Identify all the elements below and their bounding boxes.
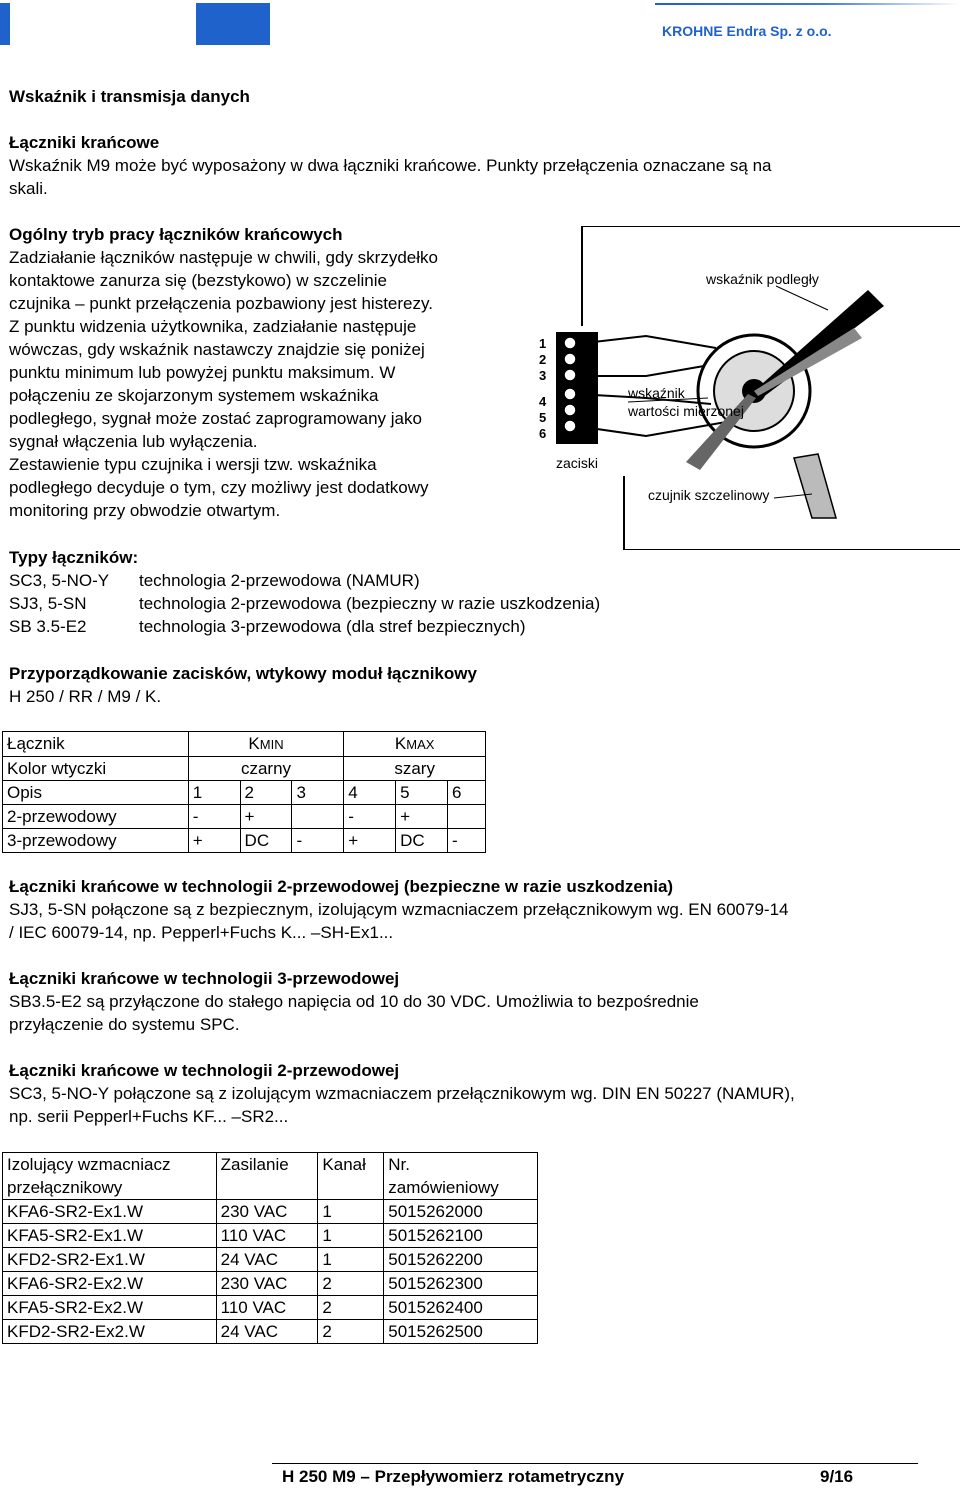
- terminal-number: 4: [539, 394, 547, 409]
- table-cell: 110 VAC: [216, 1224, 318, 1248]
- table-row: [3, 829, 486, 853]
- slot-sensor: [794, 454, 836, 518]
- table-cell: KFD2-SR2-Ex1.W: [3, 1248, 217, 1272]
- limit-switches-section: [9, 131, 772, 200]
- general-mode-line: wówczas, gdy wskaźnik nastawczy znajdzie się poniżej: [9, 340, 425, 359]
- limit-switches-heading: Łączniki krańcowe: [9, 133, 160, 152]
- two-wire-safe-section: [9, 875, 789, 944]
- table-cell: Łącznik: [3, 732, 189, 757]
- switch-type-desc: technologia 2-przewodowa (NAMUR): [139, 571, 420, 590]
- table-row: [3, 1200, 538, 1224]
- two-wire-section: [9, 1059, 795, 1128]
- table-cell: -: [188, 805, 240, 829]
- table-cell: [448, 805, 486, 829]
- terminal-assignment-table: [2, 731, 486, 853]
- table-cell: +: [240, 805, 292, 829]
- table-cell: 2-przewodowy: [3, 805, 189, 829]
- table-header-cell: Zasilanie: [216, 1153, 318, 1200]
- table-cell: [292, 805, 344, 829]
- switch-type-desc: technologia 3-przewodowa (dla stref bezpiecznych): [139, 617, 526, 636]
- general-mode-line: kontaktowe zanurza się (bezstykowo) w szczelinie: [9, 271, 387, 290]
- table-cell: 2: [318, 1320, 384, 1344]
- table-cell: 5015262300: [384, 1272, 538, 1296]
- limit-switch-diagram: [536, 226, 960, 550]
- table-row: [3, 1320, 538, 1344]
- terminal-number: 2: [539, 352, 547, 367]
- terminal-number: 6: [539, 426, 547, 441]
- table-cell: 5015262200: [384, 1248, 538, 1272]
- table-cell: 3-przewodowy: [3, 829, 189, 853]
- general-mode-line: czujnika – punkt przełączenia pozbawiony jest histerezy.: [9, 294, 433, 313]
- table-cell: 5015262100: [384, 1224, 538, 1248]
- kmin-text: KMIN: [248, 734, 284, 753]
- subscript-text: MIN: [259, 737, 284, 752]
- kmax-text: KMAX: [394, 734, 435, 753]
- section-title: Wskaźnik i transmisja danych: [9, 87, 250, 106]
- table-cell: 24 VAC: [216, 1248, 318, 1272]
- table-header-cell: [384, 1153, 538, 1200]
- two-wire-safe-heading: Łączniki krańcowe w technologii 2-przewodowej (bezpieczne w razie uszkodzenia): [9, 877, 674, 896]
- two-wire-text-2: np. serii Pepperl+Fuchs KF... –SR2...: [9, 1107, 289, 1126]
- label-terminals: zaciski: [556, 455, 599, 471]
- table-cell: 110 VAC: [216, 1296, 318, 1320]
- two-wire-heading: Łączniki krańcowe w technologii 2-przewodowej: [9, 1061, 400, 1080]
- table-cell: 2: [318, 1296, 384, 1320]
- table-row: [3, 1224, 538, 1248]
- two-wire-text-1: SC3, 5-NO-Y połączone są z izolującym wzmacniaczem przełącznikowym wg. DIN EN 50227 (NAMUR),: [9, 1084, 795, 1103]
- amp-header-2: przełącznikowy: [7, 1178, 123, 1197]
- switch-type-row: [9, 569, 600, 592]
- table-cell: Kolor wtyczki: [3, 757, 189, 781]
- table-cell: KFA5-SR2-Ex2.W: [3, 1296, 217, 1320]
- switch-type-row: [9, 615, 600, 638]
- table-cell: 3: [292, 781, 344, 805]
- general-mode-line: Zestawienie typu czujnika i wersji tzw. wskaźnika: [9, 455, 377, 474]
- table-cell: Opis: [3, 781, 189, 805]
- table-cell: 5015262000: [384, 1200, 538, 1224]
- table-row: [3, 732, 486, 757]
- three-wire-text-1: SB3.5-E2 są przyłączone do stałego napięcia od 10 do 30 VDC. Umożliwia to bezpośrednie: [9, 992, 699, 1011]
- switch-type-code: SJ3, 5-SN: [9, 594, 87, 613]
- subscript-text: MAX: [406, 737, 435, 752]
- assignment-section: [9, 662, 477, 708]
- switch-types-section: [9, 546, 600, 638]
- switch-type-row: [9, 592, 600, 615]
- three-wire-heading: Łączniki krańcowe w technologii 3-przewodowej: [9, 969, 400, 988]
- table-row: [3, 1296, 538, 1320]
- assignment-heading: Przyporządkowanie zacisków, wtykowy moduł łącznikowy: [9, 664, 477, 683]
- label-pointer-1: wskaźnik: [628, 385, 685, 401]
- table-cell: +: [396, 805, 448, 829]
- general-mode-line: podległego decyduje o tym, czy możliwy jest dodatkowy: [9, 478, 429, 497]
- kmin-header: [188, 732, 344, 757]
- terminal-number: 5: [539, 410, 547, 425]
- kmax-header: [344, 732, 486, 757]
- general-mode-line: sygnał włączenia lub wyłączenia.: [9, 432, 258, 451]
- footer-title: H 250 M9 – Przepływomierz rotametryczny: [282, 1467, 625, 1486]
- terminal-number: 3: [539, 368, 547, 383]
- page-number: 9/16: [820, 1467, 854, 1486]
- order-header-2: zamówieniowy: [388, 1178, 499, 1197]
- switch-type-desc: technologia 2-przewodowa (bezpieczny w razie uszkodzenia): [139, 594, 601, 613]
- table-row: [3, 1272, 538, 1296]
- table-cell: 230 VAC: [216, 1272, 318, 1296]
- general-mode-line: Zadziałanie łączników następuje w chwili, gdy skrzydełko: [9, 248, 438, 267]
- table-cell: 5: [396, 781, 448, 805]
- table-cell: 1: [318, 1200, 384, 1224]
- table-cell: 1: [188, 781, 240, 805]
- general-mode-line: połączeniu ze skojarzonym systemem wskaźnika: [9, 386, 379, 405]
- switch-type-code: SB 3.5-E2: [9, 617, 87, 636]
- amp-header-1: Izolujący wzmacniacz: [7, 1155, 171, 1174]
- table-cell: 1: [318, 1224, 384, 1248]
- table-cell: czarny: [188, 757, 344, 781]
- two-wire-safe-text-1: SJ3, 5-SN połączone są z bezpiecznym, izolującym wzmacniaczem przełącznikowym wg. EN 60079-14: [9, 900, 789, 919]
- table-cell: KFA6-SR2-Ex2.W: [3, 1272, 217, 1296]
- table-cell: 6: [448, 781, 486, 805]
- company-name: KROHNE Endra Sp. z o.o.: [662, 23, 832, 39]
- order-header-1: Nr.: [388, 1155, 410, 1174]
- table-cell: -: [292, 829, 344, 853]
- table-cell: 5015262400: [384, 1296, 538, 1320]
- table-row: [3, 1248, 538, 1272]
- table-cell: DC: [240, 829, 292, 853]
- table-header-cell: [3, 1153, 217, 1200]
- table-cell: 5015262500: [384, 1320, 538, 1344]
- general-mode-section: [9, 223, 438, 522]
- table-cell: szary: [344, 757, 486, 781]
- table-header-row: [3, 1153, 538, 1200]
- general-mode-line: monitoring przy obwodzie otwartym.: [9, 501, 281, 520]
- label-pointer-2: wartości mierzonej: [628, 403, 744, 419]
- table-cell: 24 VAC: [216, 1320, 318, 1344]
- switch-type-code: SC3, 5-NO-Y: [9, 571, 110, 590]
- limit-switches-text-1: Wskaźnik M9 może być wyposażony w dwa łączniki krańcowe. Punkty przełączenia oznaczane są na: [9, 156, 772, 175]
- table-header-cell: Kanał: [318, 1153, 384, 1200]
- table-cell: 4: [344, 781, 396, 805]
- limit-switches-text-2: skali.: [9, 179, 48, 198]
- table-cell: +: [344, 829, 396, 853]
- table-cell: KFD2-SR2-Ex2.W: [3, 1320, 217, 1344]
- table-cell: KFA5-SR2-Ex1.W: [3, 1224, 217, 1248]
- table-cell: DC: [396, 829, 448, 853]
- general-mode-heading: Ogólny tryb pracy łączników krańcowych: [9, 225, 343, 244]
- three-wire-section: [9, 967, 699, 1036]
- table-cell: KFA6-SR2-Ex1.W: [3, 1200, 217, 1224]
- table-cell: 2: [318, 1272, 384, 1296]
- assignment-subheading: H 250 / RR / M9 / K.: [9, 687, 162, 706]
- table-cell: 1: [318, 1248, 384, 1272]
- general-mode-line: punktu minimum lub powyżej punktu maksimum. W: [9, 363, 396, 382]
- terminal-number: 1: [539, 336, 547, 351]
- table-cell: -: [448, 829, 486, 853]
- general-mode-line: podległego, sygnał może zostać zaprogramowany jako: [9, 409, 422, 428]
- label-follower: wskaźnik podległy: [706, 271, 819, 287]
- table-cell: 2: [240, 781, 292, 805]
- table-cell: +: [188, 829, 240, 853]
- switch-types-heading: Typy łączników:: [9, 548, 139, 567]
- general-mode-line: Z punktu widzenia użytkownika, zadziałanie następuje: [9, 317, 417, 336]
- footer-divider: [272, 1463, 918, 1464]
- table-cell: -: [344, 805, 396, 829]
- table-cell: 230 VAC: [216, 1200, 318, 1224]
- three-wire-text-2: przyłączenie do systemu SPC.: [9, 1015, 240, 1034]
- table-row: [3, 781, 486, 805]
- amplifier-table: [2, 1152, 538, 1344]
- label-sensor: czujnik szczelinowy: [648, 487, 770, 503]
- table-row: [3, 805, 486, 829]
- two-wire-safe-text-2: / IEC 60079-14, np. Pepperl+Fuchs K... –SH-Ex1...: [9, 923, 394, 942]
- table-row: [3, 757, 486, 781]
